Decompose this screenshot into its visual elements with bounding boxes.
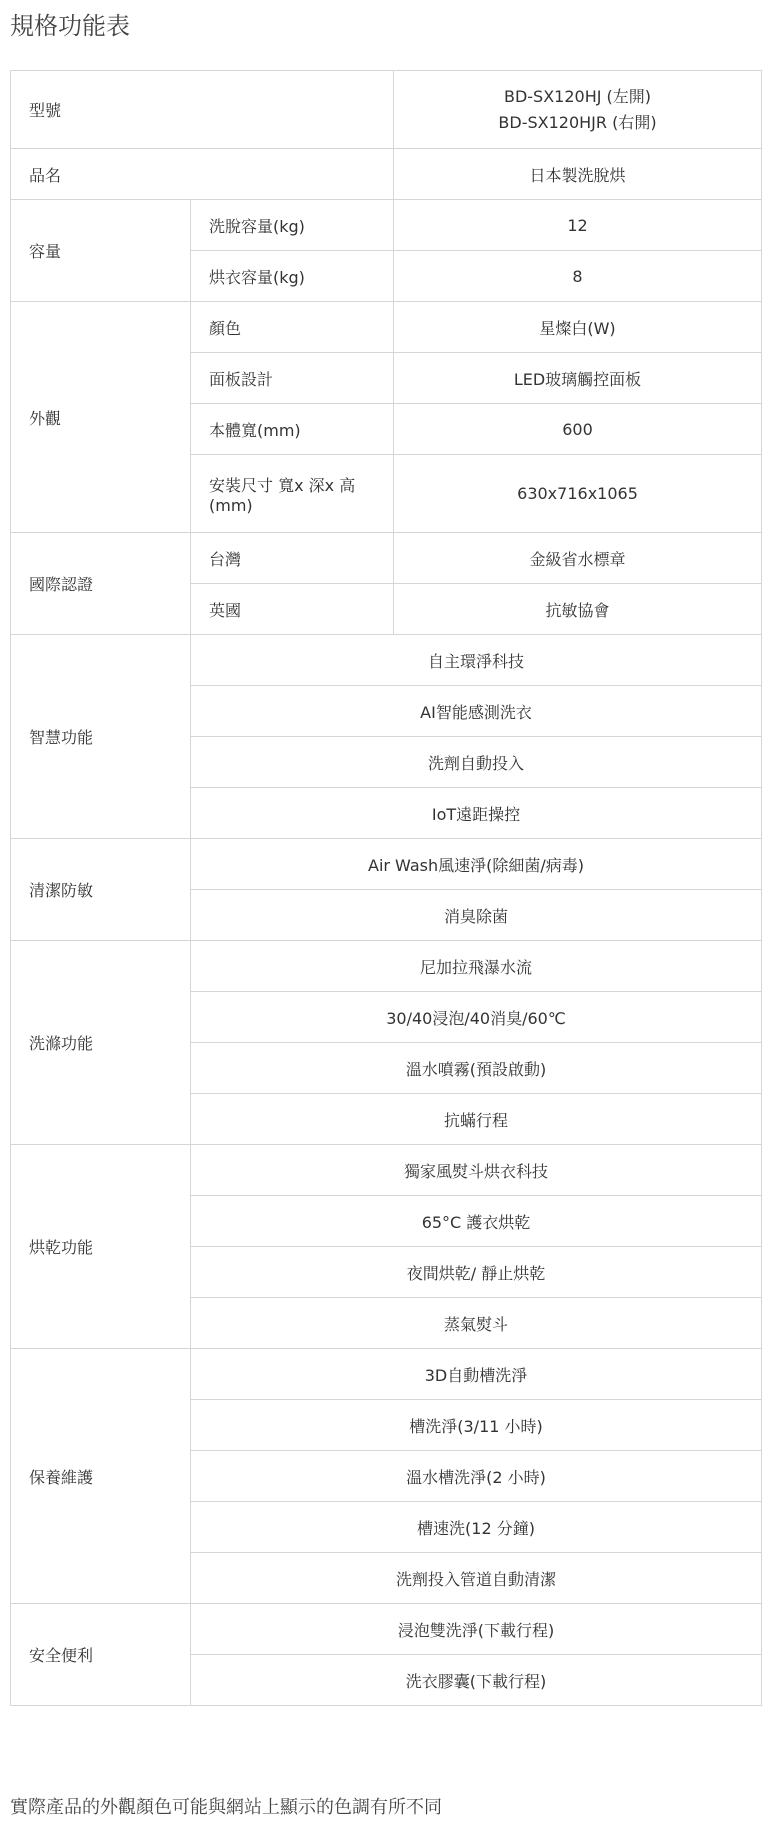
spec-value: 金級省水標章 <box>394 533 762 584</box>
sub-label: 洗脫容量(kg) <box>191 200 394 251</box>
category-safety: 安全便利 <box>11 1604 191 1706</box>
feature-item: 尼加拉飛瀑水流 <box>191 941 762 992</box>
feature-item: 30/40浸泡/40消臭/60℃ <box>191 992 762 1043</box>
category-certification: 國際認證 <box>11 533 191 635</box>
feature-item: IoT遠距操控 <box>191 788 762 839</box>
feature-item: 槽速洗(12 分鐘) <box>191 1502 762 1553</box>
table-row <box>11 1604 762 1655</box>
page-title: 規格功能表 <box>10 12 130 40</box>
table-row-model <box>11 71 762 149</box>
spec-value: 600 <box>394 404 762 455</box>
feature-item: 槽洗淨(3/11 小時) <box>191 1400 762 1451</box>
feature-item: 夜間烘乾/ 靜止烘乾 <box>191 1247 762 1298</box>
category-maintenance: 保養維護 <box>11 1349 191 1604</box>
feature-item: 抗蟎行程 <box>191 1094 762 1145</box>
sub-label: 顏色 <box>191 302 394 353</box>
feature-item: 65°C 護衣烘乾 <box>191 1196 762 1247</box>
feature-item: 洗劑投入管道自動清潔 <box>191 1553 762 1604</box>
footnote: 實際產品的外觀顏色可能與網站上顯示的色調有所不同 <box>10 1797 442 1818</box>
spec-value: 8 <box>394 251 762 302</box>
category-washing: 洗滌功能 <box>11 941 191 1145</box>
category-hygiene: 清潔防敏 <box>11 839 191 941</box>
table-row <box>11 1145 762 1196</box>
table-row <box>11 941 762 992</box>
model-value-left: BD-SX120HJ (左開) <box>503 86 652 106</box>
spec-value: 630x716x1065 <box>394 455 762 533</box>
feature-item: 浸泡雙洗淨(下載行程) <box>191 1604 762 1655</box>
feature-item: 洗衣膠囊(下載行程) <box>191 1655 762 1706</box>
feature-item: 消臭除菌 <box>191 890 762 941</box>
sub-label: 台灣 <box>191 533 394 584</box>
row-label-product-name: 品名 <box>11 149 394 200</box>
product-name-value: 日本製洗脫烘 <box>394 149 762 200</box>
model-value <box>394 71 762 149</box>
sub-label: 面板設計 <box>191 353 394 404</box>
feature-item: 3D自動槽洗淨 <box>191 1349 762 1400</box>
model-value-right: BD-SX120HJR (右開) <box>498 112 657 132</box>
category-capacity: 容量 <box>11 200 191 302</box>
sub-label: 英國 <box>191 584 394 635</box>
feature-item: Air Wash風速淨(除細菌/病毒) <box>191 839 762 890</box>
feature-item: 溫水噴霧(預設啟動) <box>191 1043 762 1094</box>
feature-item: 蒸氣熨斗 <box>191 1298 762 1349</box>
spec-table <box>10 70 762 1706</box>
sub-label: 本體寬(mm) <box>191 404 394 455</box>
spec-value: 12 <box>394 200 762 251</box>
table-row-product-name <box>11 149 762 200</box>
category-appearance: 外觀 <box>11 302 191 533</box>
category-drying: 烘乾功能 <box>11 1145 191 1349</box>
feature-item: 自主環淨科技 <box>191 635 762 686</box>
table-row <box>11 533 762 584</box>
spec-value: 星燦白(W) <box>394 302 762 353</box>
feature-item: 洗劑自動投入 <box>191 737 762 788</box>
table-row <box>11 839 762 890</box>
table-row <box>11 635 762 686</box>
feature-item: AI智能感測洗衣 <box>191 686 762 737</box>
table-row <box>11 200 762 251</box>
spec-value: 抗敏協會 <box>394 584 762 635</box>
sub-label: 烘衣容量(kg) <box>191 251 394 302</box>
table-row <box>11 302 762 353</box>
row-label-model: 型號 <box>11 71 394 149</box>
feature-item: 獨家風熨斗烘衣科技 <box>191 1145 762 1196</box>
feature-item: 溫水槽洗淨(2 小時) <box>191 1451 762 1502</box>
spec-value: LED玻璃觸控面板 <box>394 353 762 404</box>
category-smart: 智慧功能 <box>11 635 191 839</box>
table-row <box>11 1349 762 1400</box>
sub-label: 安裝尺寸 寬x 深x 高(mm) <box>191 455 394 533</box>
